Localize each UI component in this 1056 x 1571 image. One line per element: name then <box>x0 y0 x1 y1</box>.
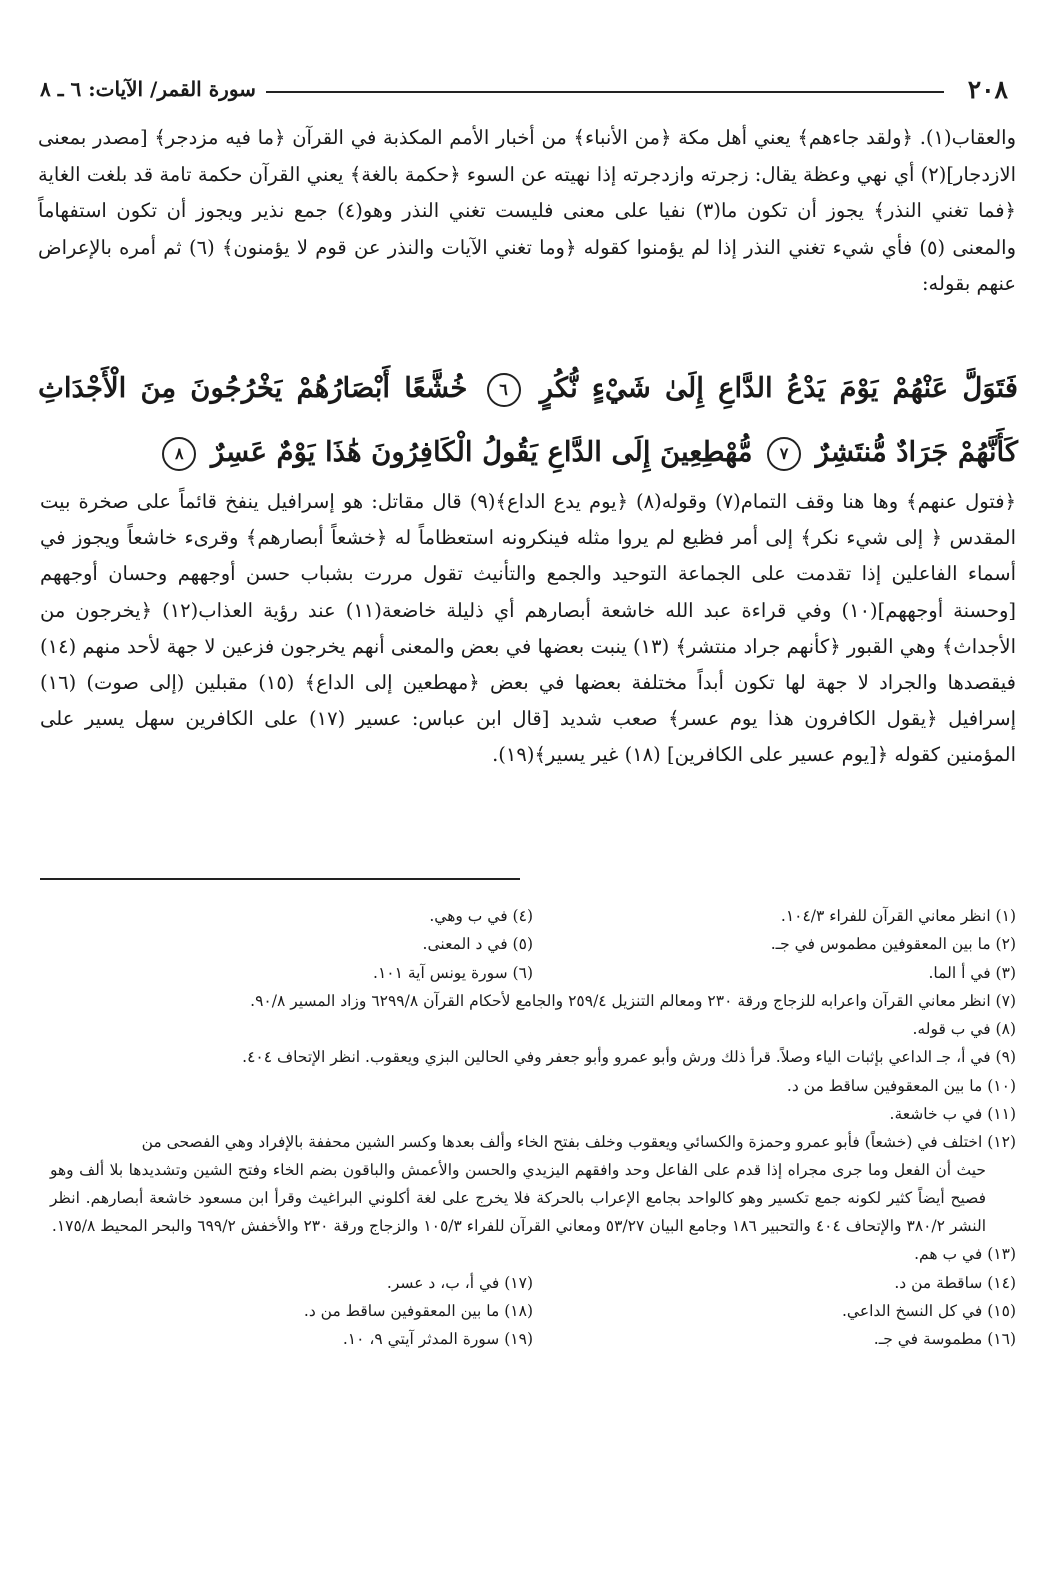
header-rule <box>266 91 944 93</box>
footnote-rule <box>40 878 520 880</box>
quran-verses <box>38 356 1018 484</box>
footnote-7: (٧) انظر معاني القرآن واعرابه للزجاج ورقة ٢٣٠ ومعالم التنزيل ٢٥٩/٤ والجامع لأحكام القرآن ٦٢٩٩/٨ وزاد المسير ٩٠/٨. <box>250 991 1016 1010</box>
footnote-11: (١١) في ب خاشعة. <box>889 1105 1016 1124</box>
footnote-18: (١٨) ما بين المعقوفين ساقط من د. <box>303 1302 533 1321</box>
footnote-16: (١٦) مطموسة في جـ. <box>873 1330 1016 1349</box>
intro-text <box>38 120 1016 303</box>
footnote-13: (١٣) في ب هم. <box>914 1245 1016 1264</box>
page-header <box>40 72 1008 106</box>
verse-8: مُّهْطِعِينَ إِلَى الدَّاعِ يَقُولُ الْكَافِرُونَ هَٰذَا يَوْمٌ عَسِرٌ <box>210 436 753 468</box>
footnote-row <box>50 930 1016 958</box>
footnote-row <box>50 959 1016 987</box>
commentary-text <box>40 484 1016 774</box>
footnote-9: (٩) في أ، جـ الداعي بإثبات الياء وصلاً. قرأ ذلك ورش وأبو عمرو وأبو جعفر وفي الحالين البزي ويعقوب. انظر الإتحاف ٤٠٤. <box>242 1048 1016 1067</box>
footnote-3: (٣) في أ الما. <box>928 963 1016 982</box>
footnote-14: (١٤) ساقطة من د. <box>894 1273 1016 1292</box>
ayah-number-7: ٧ <box>767 437 801 471</box>
footnote-12-first-line: (١٢) اختلف في (خشعاً) فأبو عمرو وحمزة والكسائي ويعقوب وخلف بفتح الخاء وألف بعدها وكسر الشين محففة بالإفراد وهي الفصحى من <box>141 1133 1016 1152</box>
page-number: ٢٠٨ <box>967 74 1008 104</box>
ayah-number-8: ٨ <box>162 437 196 471</box>
footnote-17: (١٧) في أ، ب، د عسر. <box>386 1273 533 1292</box>
footnotes <box>50 902 1016 1354</box>
running-title: سورة القمر/ الآيات: ٦ ـ ٨ <box>40 77 256 101</box>
footnote-1: (١) انظر معاني القرآن للفراء ١٠٤/٣. <box>780 907 1016 926</box>
footnote-2: (٢) ما بين المعقوفين مطموس في جـ. <box>770 935 1016 954</box>
footnote-10: (١٠) ما بين المعقوفين ساقط من د. <box>786 1076 1016 1095</box>
footnote-12 <box>50 1128 1016 1240</box>
footnote-row <box>50 1325 1016 1353</box>
footnote-12-continuation: حيث أن الفعل وما جرى مجراه إذا قدم على الفاعل وحد وافقهم اليزيدي والحسن والأعمش والباقون بضم الخاء وفتح الشين وتشديدها بلا ألف وهو فصيح أيضاً كثير لكونه جمع تكسير وهو كالواحد بجامع الإعراب بالحركة فلا يخرج على لغة أكلوني البراغيث وقرأ ابن مسعود خاشعة أبصارهم. انظر النشر ٣٨٠/٢ والإتحاف ٤٠٤ والتحبير ١٨٦ وجامع البيان ٥٣/٢٧ ومعاني القرآن للفراء ١٠٥/٣ والزجاج ورقة ٢٣٠ والأخفش ٦٩٩/٢ والبحر المحيط ١٧٥/٨. <box>50 1161 986 1236</box>
footnote-row <box>50 902 1016 930</box>
ayah-number-6: ٦ <box>487 373 521 407</box>
intro-paragraph: والعقاب(١). ﴿ولقد جاءهم﴾ يعني أهل مكة ﴿من الأنباء﴾ من أخبار الأمم المكذبة في القرآن ﴿ما فيه مزدجر﴾ [مصدر بمعنى الازدجار](٢) أي نهي وعظة يقال: زجرته وازدجرته إذا نهيته عن السوء ﴿حكمة بالغة﴾ يعني القرآن حكمة تامة قد بلغت الغاية ﴿فما تغني النذر﴾ يجوز أن تكون ما(٣) نفيا على معنى فليست تغني النذر وهو(٤) جمع نذير ويجوز أن تكون استفهاماً والمعنى (٥) فأي شيء تغني النذر إذا لم يؤمنوا كقوله ﴿وما تغني الآيات والنذر عن قوم لا يؤمنون﴾ (٦) ثم أمره بالإعراض عنهم بقوله: <box>38 126 1017 295</box>
verse-6: فَتَوَلَّ عَنْهُمْ يَوْمَ يَدْعُ الدَّاعِ إِلَىٰ شَيْءٍ نُّكُرٍ <box>539 372 1018 404</box>
footnote-19: (١٩) سورة المدثر آيتي ٩، ١٠. <box>342 1330 533 1349</box>
verse-7: خُشَّعًا أَبْصَارُهُمْ يَخْرُجُونَ مِنَ الْأَجْدَاثِ كَأَنَّهُمْ جَرَادٌ مُّنتَشِرٌ <box>38 372 1018 468</box>
footnote-5: (٥) في د المعنى. <box>422 935 533 954</box>
footnote-6: (٦) سورة يونس آية ١٠١. <box>373 963 533 982</box>
footnote-4: (٤) في ب وهي. <box>429 907 533 926</box>
footnote-row <box>50 1297 1016 1325</box>
footnote-8: (٨) في ب قوله. <box>912 1020 1016 1039</box>
footnote-15: (١٥) في كل النسخ الداعي. <box>841 1302 1016 1321</box>
commentary-paragraph: ﴿فتول عنهم﴾ وها هنا وقف التمام(٧) وقوله(٨) ﴿يوم يدع الداع﴾(٩) قال مقاتل: هو إسرافيل ينفخ قائماً على صخرة بيت المقدس ﴿ إلى شيء نكر﴾ إلى أمر فظيع لم يروا مثله فينكرونه استعظاماً له ﴿خشعاً أبصارهم﴾ وقرىء خاشعاً ويجوز في أسماء الفاعلين إذا تقدمت على الجماعة التوحيد والجمع والتأنيث تقول مررت بشباب حسن أوجههم وحسان أوجههم [وحسنة أوجههم](١٠) وفي قراءة عبد الله خاشعة أبصارهم أي ذليلة خاضعة(١١) عند رؤية العذاب(١٢) ﴿يخرجون من الأجداث﴾ وهي القبور ﴿كأنهم جراد منتشر﴾ (١٣) ينبت بعضها في بعض والمعنى أنهم يخرجون فزعين لا جهة لأحد منهم (١٤) فيقصدها والجراد لا جهة لها تكون أبداً مختلفة بعضها في بعض ﴿مهطعين إلى الداع﴾ (١٥) مقبلين (إلى صوت) (١٦) إسرافيل ﴿يقول الكافرون هذا يوم عسر﴾ صعب شديد [قال ابن عباس: عسير (١٧) على الكافرين سهل يسير على المؤمنين كقوله ﴿[يوم عسير على الكافرين] (١٨) غير يسير﴾(١٩). <box>40 490 1017 767</box>
footnote-row <box>50 1269 1016 1297</box>
